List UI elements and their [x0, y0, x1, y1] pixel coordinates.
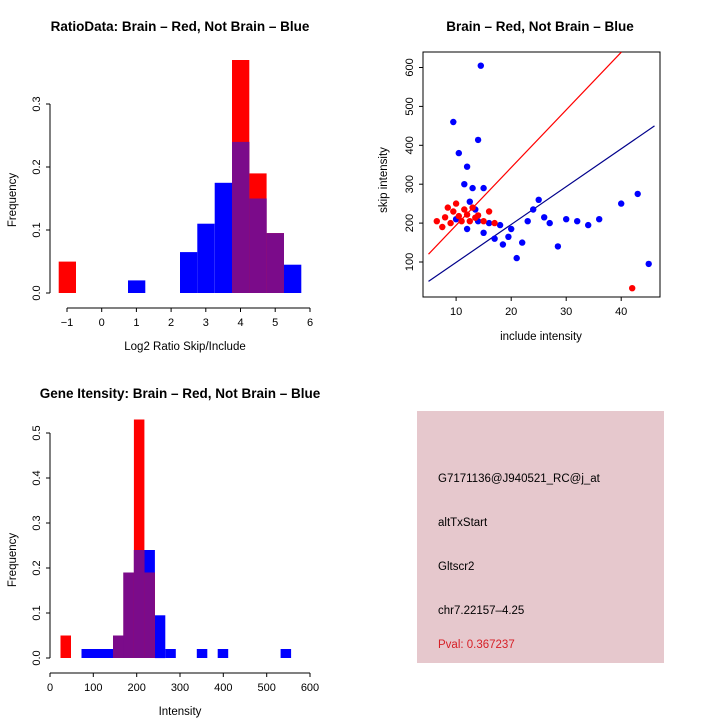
svg-text:10: 10	[449, 306, 463, 318]
scatter-points-not-brain	[450, 62, 652, 267]
svg-text:0.2: 0.2	[31, 159, 43, 175]
svg-text:0: 0	[46, 682, 54, 694]
svg-text:20: 20	[505, 306, 518, 318]
svg-text:0: 0	[98, 317, 105, 329]
scatter-x-ticklabels	[450, 306, 627, 318]
scatter-svg	[360, 0, 720, 360]
svg-text:300: 300	[404, 175, 416, 194]
svg-text:600: 600	[300, 682, 320, 694]
gene-intensity-svg	[0, 360, 360, 720]
svg-text:0.1: 0.1	[31, 222, 43, 238]
svg-text:400: 400	[214, 682, 233, 694]
svg-text:600: 600	[404, 58, 416, 77]
svg-text:100: 100	[84, 682, 103, 694]
scatter-y-ticklabels	[404, 58, 416, 271]
scatter-title: Brain – Red, Not Brain – Blue	[446, 19, 634, 34]
svg-text:6: 6	[306, 317, 314, 329]
panel-info-box	[417, 411, 664, 663]
info-probe-id: G7171136@J940521_RC@j_at	[438, 473, 600, 485]
svg-text:200: 200	[127, 682, 146, 694]
svg-text:300: 300	[170, 682, 190, 694]
svg-text:0.3: 0.3	[31, 96, 43, 112]
gene-y-axis-label: Frequency	[7, 532, 19, 588]
bars-overlap	[232, 142, 284, 293]
ratio-histogram-title: RatioData: Brain – Red, Not Brain – Blue	[50, 19, 310, 34]
ratio-y-axis-label: Frequency	[7, 172, 19, 228]
svg-text:400: 400	[404, 136, 416, 155]
bars-not-brain-intensity	[82, 550, 292, 658]
ratio-x-ticklabels	[61, 317, 313, 329]
panel-intensity-scatter	[360, 0, 720, 360]
svg-text:0.0: 0.0	[31, 650, 43, 666]
ratio-y-ticklabels	[31, 96, 43, 300]
gene-x-axis-label: Intensity	[158, 706, 202, 718]
info-pval: Pval: 0.367237	[438, 639, 515, 651]
svg-text:500: 500	[404, 97, 416, 116]
svg-text:500: 500	[257, 682, 276, 694]
svg-text:4: 4	[237, 317, 244, 329]
gene-x-axis	[50, 673, 310, 677]
scatter-points-brain	[434, 200, 636, 291]
gene-intensity-title: Gene Itensity: Brain – Red, Not Brain – Blue	[39, 386, 321, 401]
svg-text:0.0: 0.0	[31, 285, 43, 301]
gene-x-ticklabels	[47, 682, 319, 694]
svg-text:0.5: 0.5	[31, 425, 43, 441]
svg-text:0.4: 0.4	[31, 470, 43, 486]
scatter-x-axis-label: include intensity	[500, 331, 582, 343]
svg-text:3: 3	[202, 317, 209, 329]
svg-text:1: 1	[133, 317, 140, 329]
svg-text:100: 100	[404, 252, 416, 272]
svg-text:2: 2	[168, 317, 175, 329]
gene-y-ticklabels	[31, 425, 43, 665]
ratio-x-axis	[67, 308, 310, 312]
svg-text:5: 5	[272, 317, 279, 329]
info-event-type: altTxStart	[438, 517, 488, 529]
info-locus: chr7.22157–4.25	[438, 605, 525, 617]
scatter-y-axis-label: skip intensity	[378, 147, 390, 213]
scatter-y-axis	[419, 68, 423, 263]
svg-text:200: 200	[404, 213, 416, 233]
svg-text:40: 40	[615, 306, 628, 318]
ratio-histogram-svg	[0, 0, 360, 360]
info-gene-symbol: Gltscr2	[438, 561, 475, 573]
panel-ratio-histogram	[0, 0, 360, 360]
svg-text:0.1: 0.1	[31, 605, 43, 621]
svg-text:30: 30	[560, 306, 573, 318]
scatter-x-axis	[456, 297, 621, 301]
gene-y-axis	[46, 433, 50, 658]
svg-text:0.2: 0.2	[31, 560, 43, 576]
panel-gene-intensity-histogram	[0, 360, 360, 720]
ratio-y-axis	[46, 104, 50, 293]
svg-text:0.3: 0.3	[31, 515, 43, 531]
svg-text:−1: −1	[60, 317, 74, 329]
ratio-x-axis-label: Log2 Ratio Skip/Include	[124, 341, 246, 353]
